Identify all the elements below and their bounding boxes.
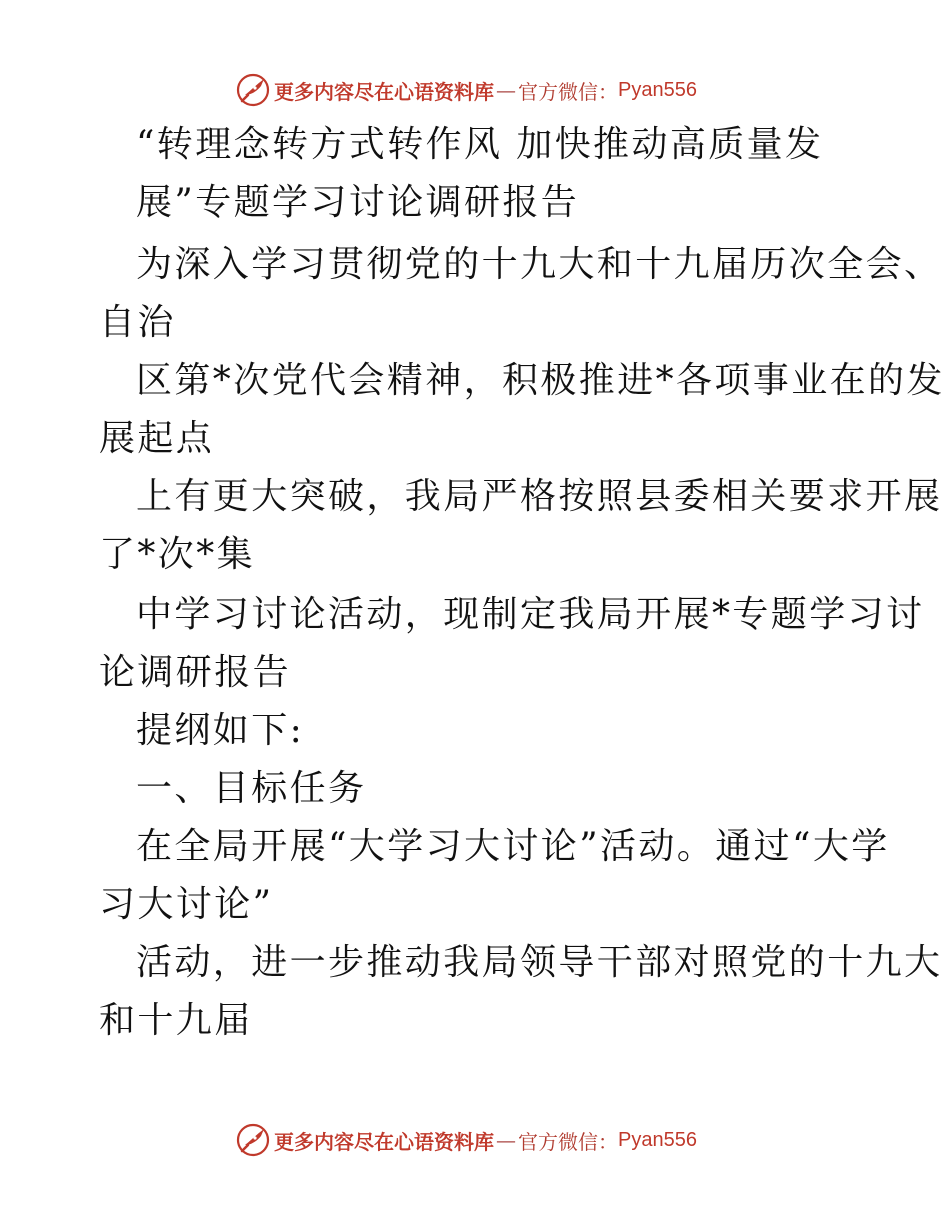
paragraph-line: 习大讨论” (99, 884, 274, 925)
footer-banner[interactable] (234, 1120, 697, 1160)
paragraph-line: 在全局开展“大学习大讨论”活动。通过“大学 (136, 826, 890, 867)
pen-nib-circle-icon (234, 1121, 272, 1159)
banner-separator: — (496, 1128, 516, 1152)
paragraph-line: 了*次*集 (99, 534, 256, 575)
paragraph-line: 论调研报告 (99, 652, 292, 693)
paragraph-line: 上有更大突破，我局严格按照县委相关要求开展 (136, 476, 943, 517)
section-heading: 一、目标任务 (136, 768, 367, 809)
banner-wechat-label: 官方微信： (518, 1129, 618, 1154)
pen-nib-circle-icon (234, 71, 272, 109)
banner-separator: — (496, 78, 516, 102)
banner-wechat-label: 官方微信： (518, 79, 618, 104)
document-title-line-2: 展”专题学习讨论调研报告 (136, 182, 580, 223)
banner-wechat-id: Pyan556 (618, 1128, 697, 1151)
banner-text: 更多内容尽在心语资料库 (274, 79, 494, 104)
paragraph-line: 提纲如下: (136, 710, 305, 751)
paragraph-line: 区第*次党代会精神，积极推进*各项事业在的发 (136, 360, 945, 401)
banner-text: 更多内容尽在心语资料库 (274, 1129, 494, 1154)
paragraph-line: 和十九届 (99, 1000, 253, 1041)
banner-wechat-id: Pyan556 (618, 78, 697, 101)
paragraph-line: 为深入学习贯彻党的十九大和十九届历次全会、 (136, 244, 943, 285)
paragraph-line: 活动，进一步推动我局领导干部对照党的十九大 (136, 942, 943, 983)
paragraph-line: 自治 (99, 302, 176, 343)
document-title-line-1: “转理念转方式转作风 加快推动高质量发 (136, 124, 824, 165)
paragraph-line: 展起点 (99, 418, 215, 459)
header-banner[interactable] (234, 70, 697, 110)
paragraph-line: 中学习讨论活动，现制定我局开展*专题学习讨 (136, 594, 925, 635)
